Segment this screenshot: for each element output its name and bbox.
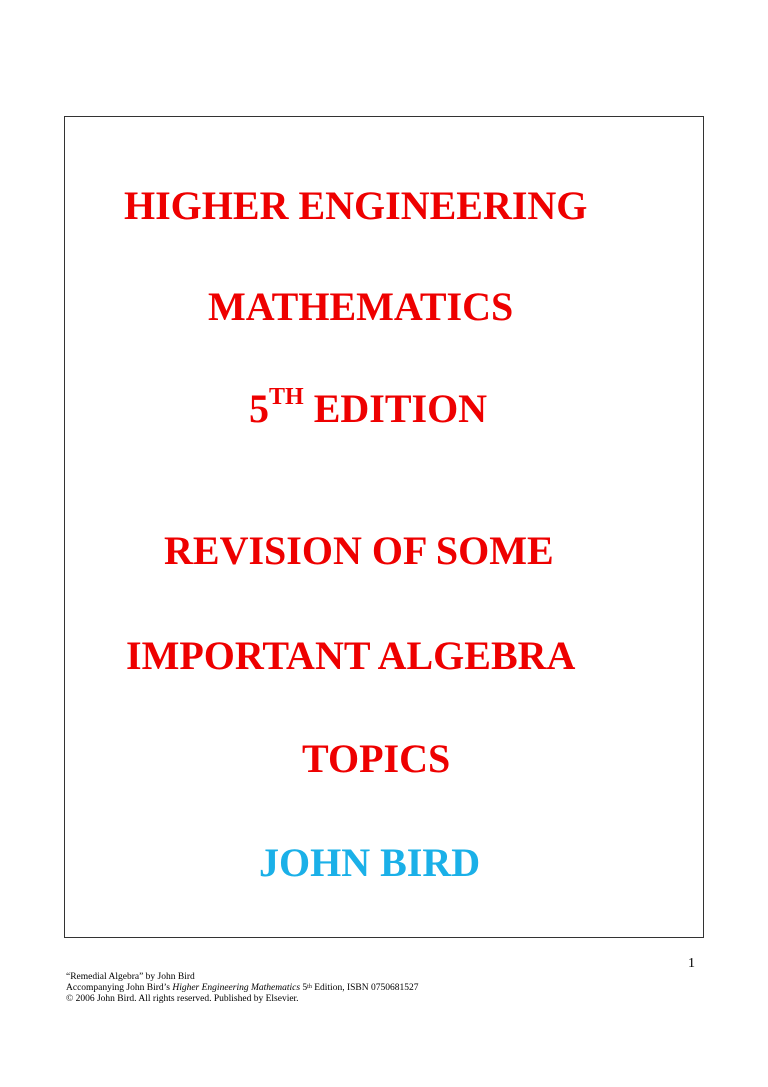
edition-suffix: TH — [269, 384, 304, 410]
title-line-1: HIGHER ENGINEERING — [124, 183, 588, 228]
title-page-frame — [64, 116, 704, 938]
footer-line-1: “Remedial Algebra” by John Bird — [66, 972, 195, 982]
edition-word: EDITION — [303, 386, 488, 431]
title-line-2: MATHEMATICS — [208, 284, 514, 329]
edition-line — [249, 384, 488, 431]
footer-line-2-number: 5 — [300, 983, 308, 993]
footer — [66, 972, 418, 1005]
footer-line-3: © 2006 John Bird. All rights reserved. Published by Elsevier. — [66, 994, 299, 1004]
footer-line-2-rest: Edition, ISBN 0750681527 — [311, 983, 419, 993]
subtitle-line-1: REVISION OF SOME — [164, 528, 554, 573]
author-name: JOHN BIRD — [259, 840, 481, 885]
subtitle-line-3: TOPICS — [302, 736, 451, 781]
footer-book-title: Higher Engineering Mathematics — [172, 983, 301, 993]
page-number: 1 — [688, 956, 695, 971]
footer-line-2-prefix: Accompanying John Bird’s — [66, 983, 173, 993]
edition-number: 5 — [249, 386, 269, 431]
subtitle-line-2: IMPORTANT ALGEBRA — [126, 633, 576, 678]
footer-line-2-suffix: th — [307, 984, 312, 990]
footer-line-2 — [66, 983, 418, 994]
